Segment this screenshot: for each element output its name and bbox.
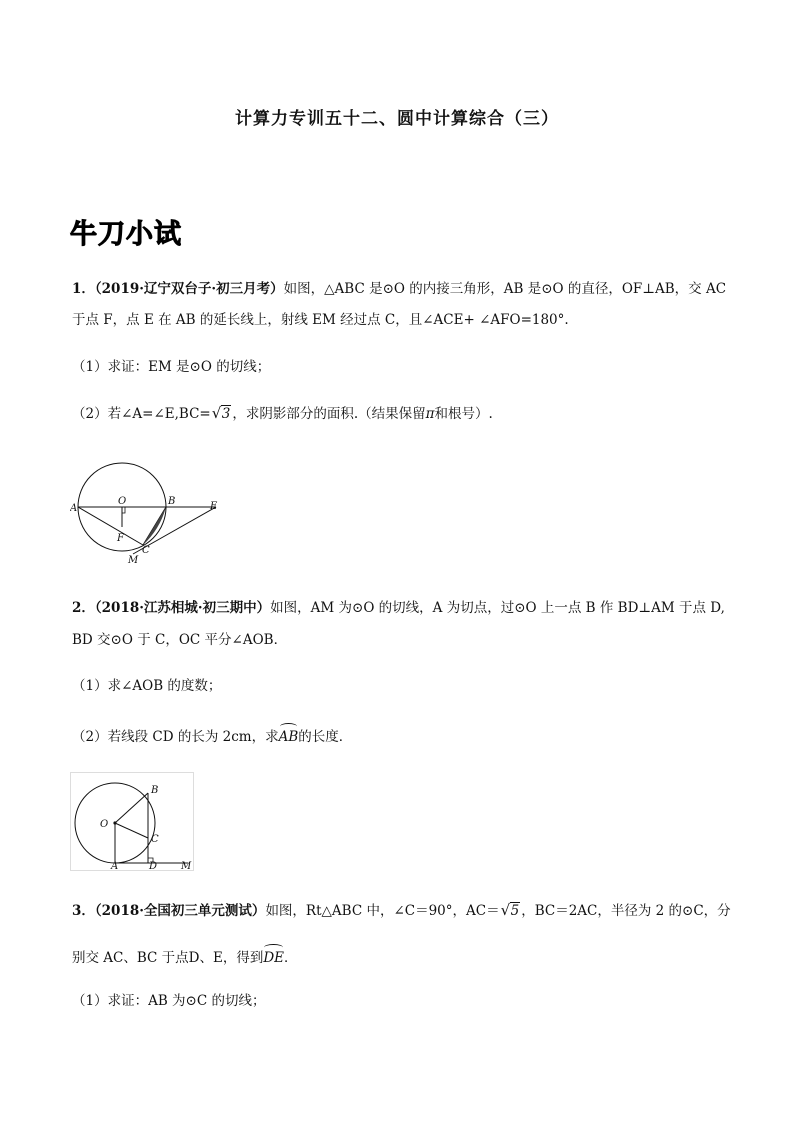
q1-figure — [70, 455, 240, 567]
q2-line2: BD 交⊙O 于 C，OC 平分∠AOB． — [72, 632, 288, 648]
q3-source: （2018·全国初三单元测试） — [94, 903, 266, 919]
q3-text-1b: ，BC＝2AC，半径为 2 的⊙C，分 — [521, 903, 731, 919]
q1-label-o: O — [118, 496, 127, 507]
q2-part1: （1）求∠AOB 的度数； — [72, 678, 222, 694]
q3-text-1a: 如图，Rt△ABC 中，∠C＝90°，AC＝ — [265, 903, 500, 919]
q1-part2 — [72, 404, 493, 424]
q1-label-a: A — [70, 503, 78, 514]
q2-number: 2． — [72, 600, 95, 616]
sqrt-3: √ 3 — [211, 404, 231, 422]
arc-ab: AB — [279, 723, 299, 747]
sqrt-3-value: 3 — [221, 406, 231, 422]
q2-label-d: D — [149, 861, 158, 872]
q1-part2-b: ，求阴影部分的面积.（结果保留 — [232, 406, 426, 422]
q2-label-c: C — [151, 834, 159, 845]
q3-number: 3． — [72, 903, 95, 919]
q2-line-ob — [115, 793, 148, 823]
q2-label-a: A — [111, 861, 119, 872]
q2-part2-a: （2）若线段 CD 的长为 2cm，求 — [72, 729, 279, 745]
q3-text-2a: 别交 AC、BC 于点D、E，得到 — [72, 950, 264, 966]
q2-label-b: B — [151, 785, 159, 796]
q2-part2-b: 的长度． — [298, 729, 353, 745]
q3-text-2b: ． — [284, 950, 298, 966]
pi-symbol: π — [425, 406, 435, 422]
q2-source: （2018·江苏相城·初三期中） — [94, 600, 271, 616]
q2-figure — [70, 772, 195, 872]
q1-label-b: B — [168, 496, 176, 507]
q1-source: （2019·辽宁双台子·初三月考） — [94, 281, 284, 297]
q2-text-1: 如图，AM 为⊙O 的切线，A 为切点，过⊙O 上一点 B 作 BD⊥AM 于点 D, — [270, 600, 725, 616]
q2-line1 — [72, 598, 725, 618]
q2-line-oc — [115, 823, 148, 838]
q3-line2 — [72, 944, 298, 968]
section-heading: 牛刀小试 — [70, 219, 182, 250]
q1-part2-c: 和根号）. — [434, 406, 493, 422]
q1-number: 1． — [72, 281, 95, 297]
q1-part1: （1）求证：EM 是⊙O 的切线； — [72, 359, 271, 375]
q3-line1 — [72, 901, 731, 921]
q1-label-c: C — [142, 545, 150, 556]
q2-part2 — [72, 723, 352, 747]
q3-part1: （1）求证：AB 为⊙C 的切线； — [72, 993, 266, 1009]
page-title: 计算力专训五十二、圆中计算综合（三） — [235, 109, 559, 129]
q2-label-o: O — [100, 819, 109, 830]
q1-line2: 于点 F，点 E 在 AB 的延长线上，射线 EM 经过点 C，且∠ACE+ ∠AFO=180°. — [72, 312, 569, 328]
q1-line1 — [72, 279, 726, 299]
q1-label-e: E — [210, 501, 218, 512]
sqrt-5: √ 5 — [500, 901, 520, 919]
q1-label-f: F — [117, 533, 124, 544]
q1-text-1: 如图，△ABC 是⊙O 的内接三角形，AB 是⊙O 的直径，OF⊥AB，交 AC — [283, 281, 727, 297]
q1-part2-a: （2）若∠A=∠E,BC= — [72, 406, 211, 422]
sqrt-5-value: 5 — [510, 903, 520, 919]
q1-label-m: M — [128, 555, 139, 566]
arc-de: DE — [263, 944, 284, 968]
q2-label-m: M — [181, 861, 192, 872]
q1-line-ac — [78, 507, 143, 545]
